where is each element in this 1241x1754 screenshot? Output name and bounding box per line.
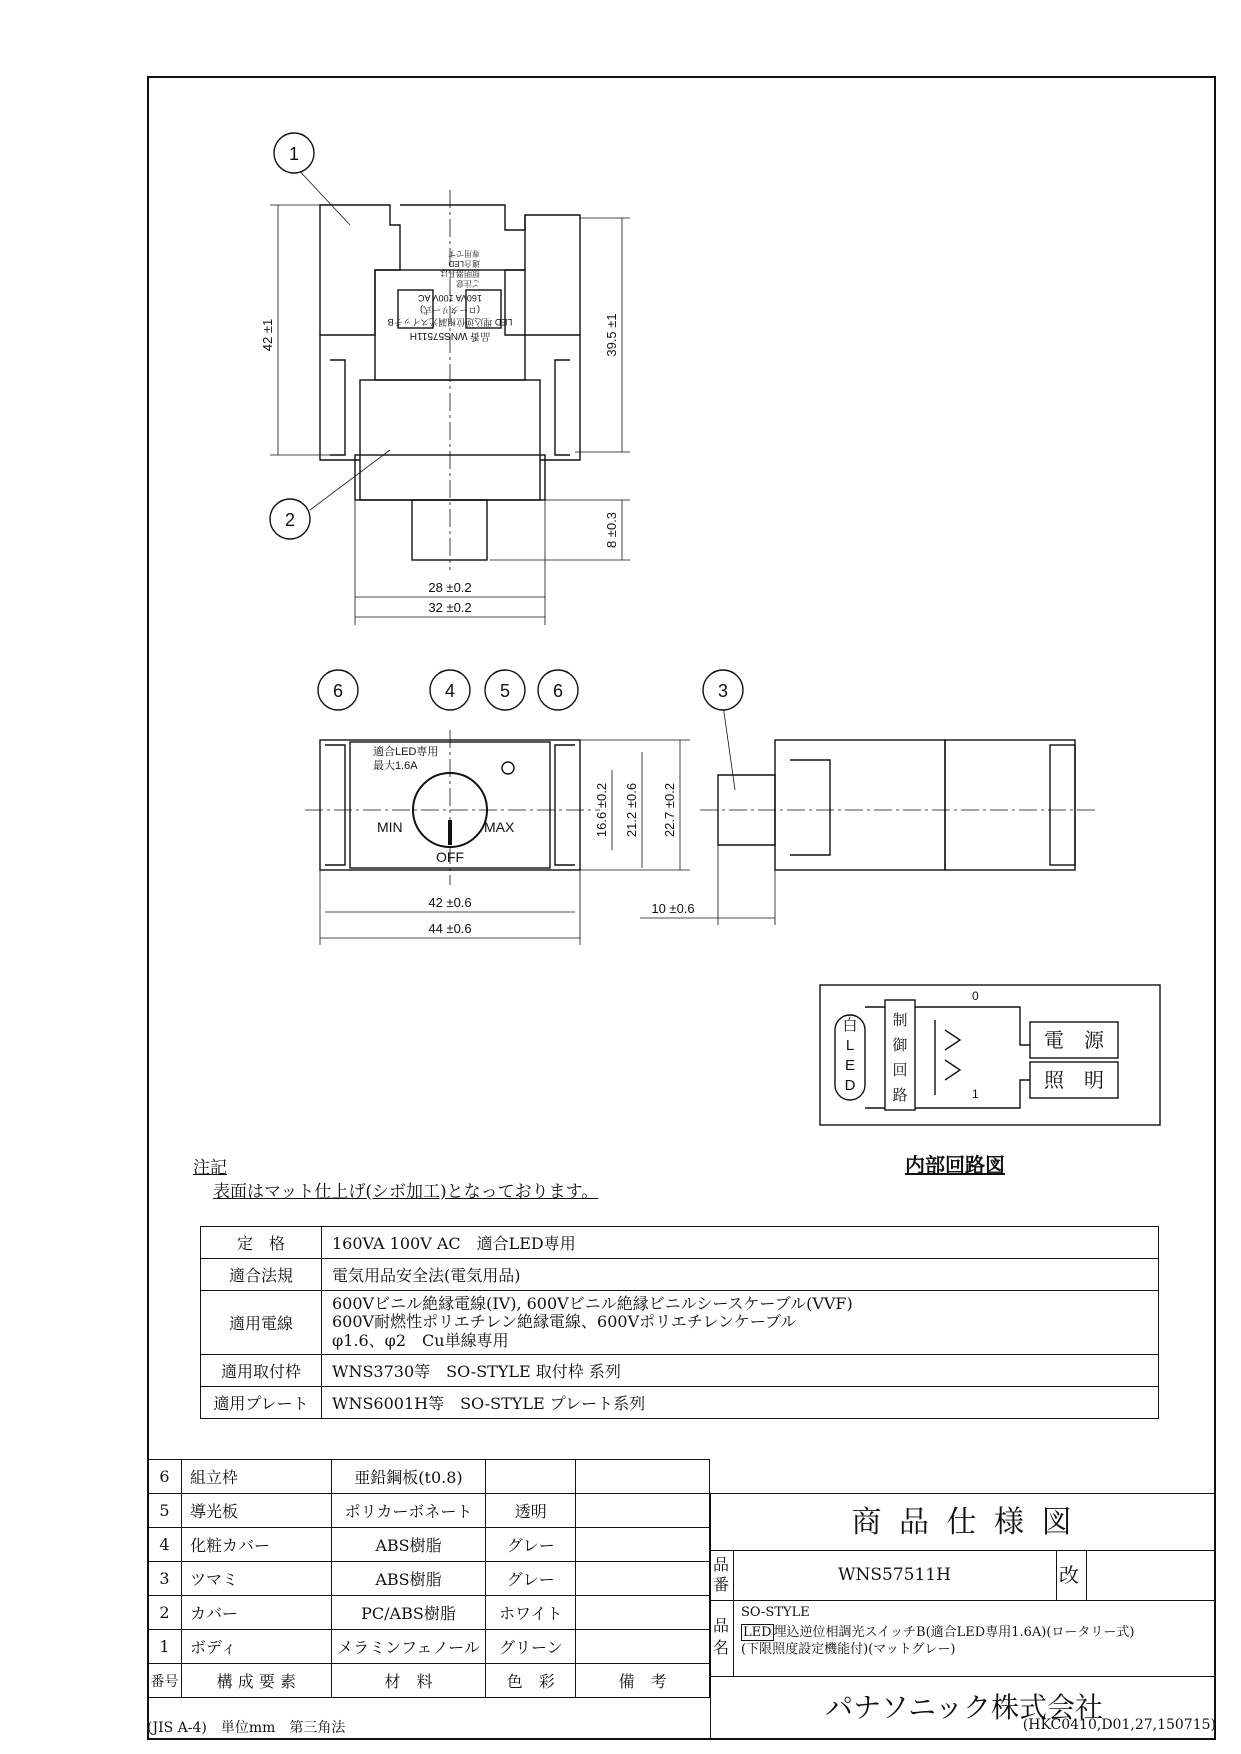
front-min-label: MIN xyxy=(377,819,403,835)
label-note-0: ご注意 xyxy=(456,279,480,288)
part-remark xyxy=(576,1630,710,1664)
dim-width-outer: 32 ±0.2 xyxy=(428,600,472,615)
part-remark xyxy=(576,1528,710,1562)
hinmei-row xyxy=(711,1601,1216,1677)
part-name: カバー xyxy=(181,1596,331,1630)
part-remark xyxy=(576,1596,710,1630)
divider xyxy=(733,1601,734,1676)
spec-drawing-title: 商 品 仕 様 図 xyxy=(711,1494,1216,1551)
label-note-3: 専用です xyxy=(448,249,480,258)
terminal-1: 1 xyxy=(972,1087,979,1101)
ctrl-char-2: 回 xyxy=(892,1062,908,1079)
hinban-label: 品番 xyxy=(713,1555,730,1594)
spec-row xyxy=(201,1227,1159,1259)
part-no: 2 xyxy=(148,1596,182,1630)
top-view xyxy=(270,165,630,625)
dim-height-left: 42 ±1 xyxy=(260,318,275,352)
label-model-line: 品番 WNS57511H xyxy=(409,330,491,341)
footer-left: (JIS A-4) 単位mm 第三角法 xyxy=(147,1720,346,1736)
part-color xyxy=(486,1460,576,1494)
label-rotary-line: (ロータリー式) xyxy=(420,305,480,315)
led-char-0: 白 xyxy=(842,1017,858,1034)
callout-6a: 6 xyxy=(332,681,344,701)
part-color: グレー xyxy=(486,1528,576,1562)
table-row xyxy=(148,1630,710,1664)
part-material: ABS樹脂 xyxy=(331,1562,486,1596)
label-note-1: 照明器具は xyxy=(440,269,480,278)
front-off-label: OFF xyxy=(436,849,464,865)
callout-bubbles xyxy=(270,133,743,710)
part-material: PC/ABS樹脂 xyxy=(331,1596,486,1630)
part-no: 3 xyxy=(148,1562,182,1596)
led-char-2: E xyxy=(844,1057,856,1074)
hinmei-line2: 埋込逆位相調光スイッチB(適合LED専用1.6A)(ロータリー式) xyxy=(773,1625,1135,1640)
part-no: 1 xyxy=(148,1630,182,1664)
spec-value: 電気用品安全法(電気用品) xyxy=(322,1259,1159,1291)
spec-key: 定 格 xyxy=(201,1227,322,1259)
circuit-light-label: 照 明 xyxy=(1044,1070,1104,1092)
side-view xyxy=(640,705,1095,925)
company-name: パナソニック株式会社 xyxy=(824,1691,1104,1724)
label-desc-line: LED 埋込逆位相調光スイッチB xyxy=(387,317,513,327)
divider xyxy=(1056,1551,1057,1600)
part-no: 4 xyxy=(148,1528,182,1562)
part-remark xyxy=(576,1562,710,1596)
part-color: 透明 xyxy=(486,1494,576,1528)
dim-depth: 10 ±0.6 xyxy=(651,901,695,916)
callout-6b: 6 xyxy=(552,681,564,701)
table-row xyxy=(148,1562,710,1596)
part-remark xyxy=(576,1460,710,1494)
front-label-line2: 最大1.6A xyxy=(373,760,418,772)
part-no: 5 xyxy=(148,1494,182,1528)
divider xyxy=(1086,1551,1087,1600)
note-text: 表面はマット仕上げ(シボ加工)となっております。 xyxy=(213,1182,599,1202)
part-material: 亜鉛鋼板(t0.8) xyxy=(331,1460,486,1494)
header-no: 番号 xyxy=(148,1664,182,1698)
led-char-1: L xyxy=(845,1037,855,1054)
dim-h1: 16.6 ±0.2 xyxy=(594,782,609,838)
terminal-0: 0 xyxy=(972,989,979,1003)
part-name: ツマミ xyxy=(181,1562,331,1596)
spec-value: WNS3730等 SO-STYLE 取付枠 系列 xyxy=(322,1355,1159,1387)
dim-knob: 8 ±0.3 xyxy=(604,511,619,549)
part-material: メラミンフェノール xyxy=(331,1630,486,1664)
part-name: ボディ xyxy=(181,1630,331,1664)
spec-row xyxy=(201,1259,1159,1291)
header-name: 構 成 要 素 xyxy=(181,1664,331,1698)
dim-h3: 22.7 ±0.2 xyxy=(662,782,677,838)
kai-label: 改 xyxy=(1059,1563,1079,1587)
table-row xyxy=(148,1494,710,1528)
part-name: 化粧カバー xyxy=(181,1528,331,1562)
circuit-power-label: 電 源 xyxy=(1044,1030,1104,1052)
spec-value: 600Vビニル絶縁電線(IV), 600Vビニル絶縁ビニルシースケーブル(VVF) 600V耐燃性ポリエチレン絶縁電線、600Vポリエチレンケーブル φ1.6、φ2 Cu単線専用 xyxy=(322,1291,1159,1355)
header-material: 材 料 xyxy=(331,1664,486,1698)
table-row xyxy=(148,1596,710,1630)
ctrl-char-0: 制 xyxy=(892,1012,908,1029)
label-note-2: 適合LED xyxy=(448,259,480,268)
dim-width-inner: 28 ±0.2 xyxy=(428,580,472,595)
part-remark xyxy=(576,1494,710,1528)
parts-table xyxy=(147,1459,710,1698)
spec-value: 160VA 100V AC 適合LED専用 xyxy=(322,1227,1159,1259)
callout-4: 4 xyxy=(444,681,456,701)
part-material: ABS樹脂 xyxy=(331,1528,486,1562)
note-title: 注記 xyxy=(193,1158,227,1178)
dim-height-right: 39.5 ±1 xyxy=(604,313,619,357)
spec-row xyxy=(201,1291,1159,1355)
label-rating-line: 160VA 100V AC xyxy=(418,293,482,303)
hinban-row xyxy=(711,1551,1216,1601)
front-label-line1: 適合LED専用 xyxy=(373,746,439,758)
led-char-3: D xyxy=(844,1077,856,1094)
hinmei-led-badge: LED xyxy=(743,1625,772,1640)
callout-5: 5 xyxy=(499,681,511,701)
part-color: グリーン xyxy=(486,1630,576,1664)
spec-table xyxy=(200,1226,1159,1419)
spec-row xyxy=(201,1387,1159,1419)
part-name: 組立枠 xyxy=(181,1460,331,1494)
part-name: 導光板 xyxy=(181,1494,331,1528)
part-color: ホワイト xyxy=(486,1596,576,1630)
part-color: グレー xyxy=(486,1562,576,1596)
hinmei-line1: SO-STYLE xyxy=(741,1605,810,1620)
callout-1: 1 xyxy=(288,144,300,164)
hinban-value: WNS57511H xyxy=(838,1565,951,1585)
circuit-caption: 内部回路図 xyxy=(905,1155,1005,1177)
hinmei-label: 品名 xyxy=(713,1616,730,1657)
spec-key: 適用取付枠 xyxy=(201,1355,322,1387)
dim-w1: 42 ±0.6 xyxy=(428,895,472,910)
callout-2: 2 xyxy=(284,510,296,530)
spec-row xyxy=(201,1355,1159,1387)
callout-3: 3 xyxy=(717,681,729,701)
circuit-diagram xyxy=(820,985,1160,1125)
hinmei-line3: (下限照度設定機能付)(マットグレー) xyxy=(741,1642,956,1657)
ctrl-char-1: 御 xyxy=(892,1037,908,1054)
table-row xyxy=(148,1460,710,1494)
part-material: ポリカーボネート xyxy=(331,1494,486,1528)
footer-right: (HKC0410,D01,27,150715) xyxy=(1022,1717,1216,1733)
spec-key: 適合法規 xyxy=(201,1259,322,1291)
header-color: 色 彩 xyxy=(486,1664,576,1698)
table-header-row xyxy=(148,1664,710,1698)
spec-value: WNS6001H等 SO-STYLE プレート系列 xyxy=(322,1387,1159,1419)
circuit-labels xyxy=(842,1012,907,1104)
dim-h2: 21.2 ±0.6 xyxy=(624,782,639,838)
dim-w2: 44 ±0.6 xyxy=(428,921,472,936)
front-max-label: MAX xyxy=(484,819,515,835)
spec-key: 適用プレート xyxy=(201,1387,322,1419)
part-no: 6 xyxy=(148,1460,182,1494)
spec-key: 適用電線 xyxy=(201,1291,322,1355)
title-block xyxy=(710,1493,1216,1740)
ctrl-char-3: 路 xyxy=(892,1087,908,1104)
table-row xyxy=(148,1528,710,1562)
header-remark: 備 考 xyxy=(576,1664,710,1698)
